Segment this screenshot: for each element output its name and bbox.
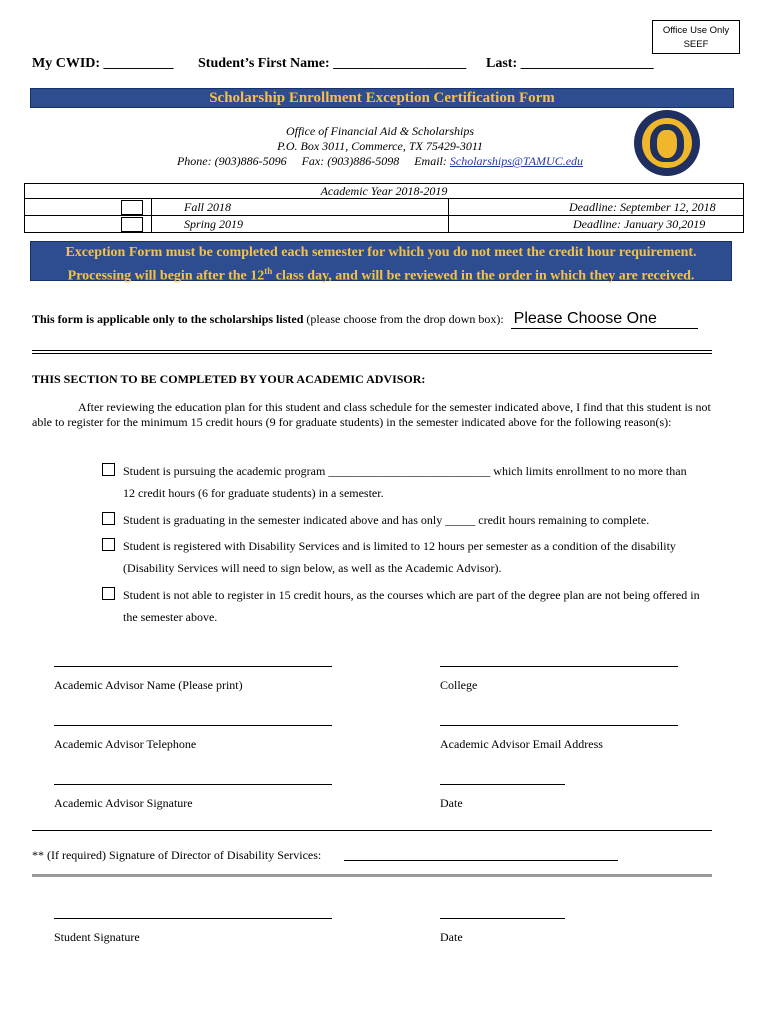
term-row-spring <box>25 215 744 232</box>
disability-signature-line[interactable] <box>344 860 618 861</box>
banner-line-1: Exception Form must be completed each semester for which you do not meet the credit hour requirement. <box>65 245 697 260</box>
reason-text-1: Student is pursuing the academic program ___________________________ which limits enrollment to no more than <box>123 464 687 478</box>
scholarship-dropdown[interactable]: Please Choose One <box>511 310 698 329</box>
spring-term-label: Spring 2019 <box>152 215 449 232</box>
spring-deadline: Deadline: January 30,2019 <box>449 215 744 232</box>
student-date-label: Date <box>440 930 463 944</box>
banner-line-2: Processing will begin after the 12th class day, and will be reviewed in the order in which they are received. <box>67 266 695 284</box>
college-line[interactable] <box>440 666 678 667</box>
advisor-signature-line[interactable] <box>54 784 332 785</box>
fall-term-label: Fall 2018 <box>152 199 449 216</box>
office-use-code: SEEF <box>683 39 709 50</box>
advisor-email-label: Academic Advisor Email Address <box>440 737 603 751</box>
disability-signature-label: ** (If required) Signature of Director of Disability Services: <box>32 848 322 862</box>
reason-checkbox-3[interactable] <box>102 538 115 551</box>
spring-term-checkbox[interactable] <box>121 217 143 232</box>
reason-text-4b: the semester above. <box>123 610 218 624</box>
advisor-date-line[interactable] <box>440 784 565 785</box>
exception-banner <box>30 241 732 284</box>
reason-checkbox-1[interactable] <box>102 463 115 476</box>
office-use-box <box>652 20 740 54</box>
advisor-date-label: Date <box>440 796 463 810</box>
reason-text-3b: (Disability Services will need to sign below, as well as the Academic Advisor). <box>123 561 502 575</box>
advisor-phone-label: Academic Advisor Telephone <box>54 737 197 751</box>
lion-logo <box>634 110 700 176</box>
last-name-field[interactable]: Last: ___________________ <box>486 56 654 71</box>
advisor-section-title: THIS SECTION TO BE COMPLETED BY YOUR ACADEMIC ADVISOR: <box>32 372 426 386</box>
office-email-label: Email: <box>414 154 447 168</box>
office-email-link[interactable]: Scholarships@TAMUC.edu <box>449 154 584 168</box>
reason-text-2: Student is graduating in the semester indicated above and has only _____ credit hours remaining to complete. <box>123 513 650 527</box>
applicable-note: (please choose from the drop down box): <box>303 312 504 326</box>
advisor-name-line[interactable] <box>54 666 332 667</box>
cwid-field[interactable]: My CWID: __________ <box>32 56 174 71</box>
advisor-name-label: Academic Advisor Name (Please print) <box>54 678 243 692</box>
office-name: Office of Financial Aid & Scholarships <box>285 124 475 138</box>
advisor-email-line[interactable] <box>440 725 678 726</box>
reason-text-3: Student is registered with Disability Services and is limited to 12 hours per semester as a condition of the disability <box>123 539 676 553</box>
office-fax: Fax: (903)886-5098 <box>301 154 400 168</box>
reason-option-1 <box>102 460 742 504</box>
student-date-line[interactable] <box>440 918 565 919</box>
fall-deadline: Deadline: September 12, 2018 <box>449 199 744 216</box>
reason-text-4: Student is not able to register in 15 credit hours, as the courses which are part of the degree plan are not being offered in <box>123 588 700 602</box>
office-use-label: Office Use Only <box>662 25 730 36</box>
student-divider <box>32 874 712 877</box>
reason-text-1b: 12 credit hours (6 for graduate students) in a semester. <box>123 486 384 500</box>
office-phone: Phone: (903)886-5096 <box>176 154 287 168</box>
term-row-fall <box>25 199 744 216</box>
reason-checkbox-4[interactable] <box>102 587 115 600</box>
fall-term-checkbox[interactable] <box>121 200 143 215</box>
student-signature-line[interactable] <box>54 918 332 919</box>
reason-checkbox-2[interactable] <box>102 512 115 525</box>
student-signature-label: Student Signature <box>54 930 140 944</box>
academic-year-table <box>24 183 744 233</box>
advisor-phone-line[interactable] <box>54 725 332 726</box>
advisor-signature-label: Academic Advisor Signature <box>54 796 193 810</box>
advisor-intro: After reviewing the education plan for this student and class schedule for the semester indicated above, I find that this student is not able to register for the minimum 15 credit hours (9 for graduate students) in the semester indicated above for the following reason(s): <box>32 400 711 429</box>
reason-option-2 <box>102 509 742 531</box>
office-address: P.O. Box 3011, Commerce, TX 75429-3011 <box>277 139 483 153</box>
applicable-line <box>32 310 698 329</box>
first-name-field[interactable]: Student’s First Name: ___________________ <box>198 56 467 71</box>
academic-year-header: Academic Year 2018-2019 <box>25 184 744 199</box>
college-label: College <box>440 678 478 692</box>
disability-divider <box>32 830 712 831</box>
reason-option-4 <box>102 584 742 628</box>
form-title: Scholarship Enrollment Exception Certification Form <box>30 88 734 108</box>
applicable-bold: This form is applicable only to the scholarships listed <box>32 312 304 326</box>
reason-option-3 <box>102 535 742 579</box>
section-divider <box>32 350 712 354</box>
